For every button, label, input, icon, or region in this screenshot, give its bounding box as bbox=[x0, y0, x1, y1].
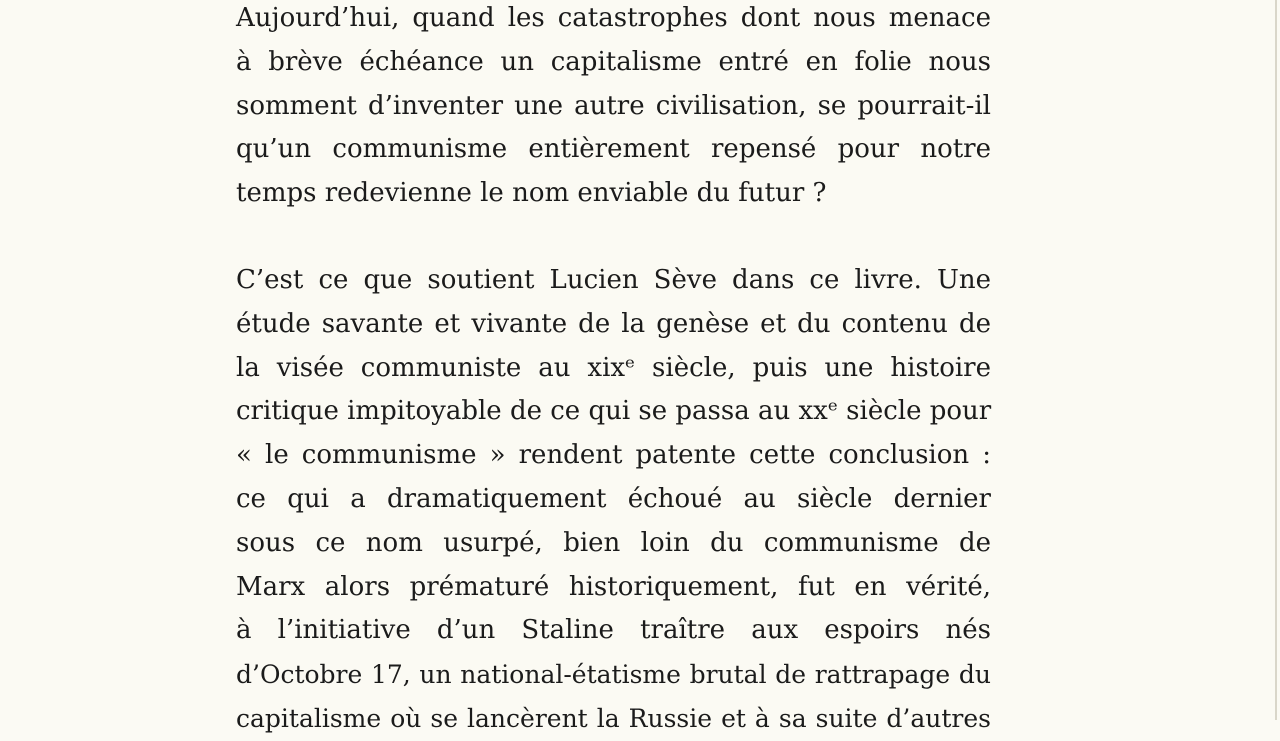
text-line: critique impitoyable de ce qui se passa au xxᵉ siècle pour bbox=[236, 396, 992, 427]
text-line: Aujourd’hui, quand les catastrophes dont nous menace bbox=[236, 3, 991, 33]
text-line: à brève échéance un capitalisme entré en folie nous bbox=[236, 46, 991, 77]
paragraph-2 bbox=[236, 259, 991, 741]
text-line: « le communisme » rendent patente cette conclusion : bbox=[236, 440, 991, 471]
text-line: la visée communiste au xixᵉ siècle, puis une histoire bbox=[236, 352, 991, 383]
text-line: qu’un communisme entièrement repensé pour notre bbox=[236, 134, 991, 165]
page-edge bbox=[1275, 0, 1277, 720]
text-line: Marx alors prématuré historiquement, fut en vérité, bbox=[236, 571, 991, 602]
text-line: ce qui a dramatiquement échoué au siècle dernier bbox=[236, 483, 991, 514]
text-line: C’est ce que soutient Lucien Sève dans ce livre. Une bbox=[236, 265, 991, 295]
text-line: temps redevienne le nom enviable du futur ? bbox=[236, 178, 827, 209]
text-line: à l’initiative d’un Staline traître aux espoirs nés bbox=[236, 615, 991, 646]
text-line: d’Octobre 17, un national-étatisme brutal de rattrapage du bbox=[236, 660, 991, 690]
text-line: étude savante et vivante de la genèse et du contenu de bbox=[236, 308, 991, 339]
text-line: capitalisme où se lancèrent la Russie et à sa suite d’autres bbox=[236, 703, 991, 733]
paragraph-1 bbox=[236, 0, 991, 216]
text-line: somment d’inventer une autre civilisation, se pourrait-il bbox=[236, 90, 991, 121]
text-line: sous ce nom usurpé, bien loin du communisme de bbox=[236, 527, 991, 558]
